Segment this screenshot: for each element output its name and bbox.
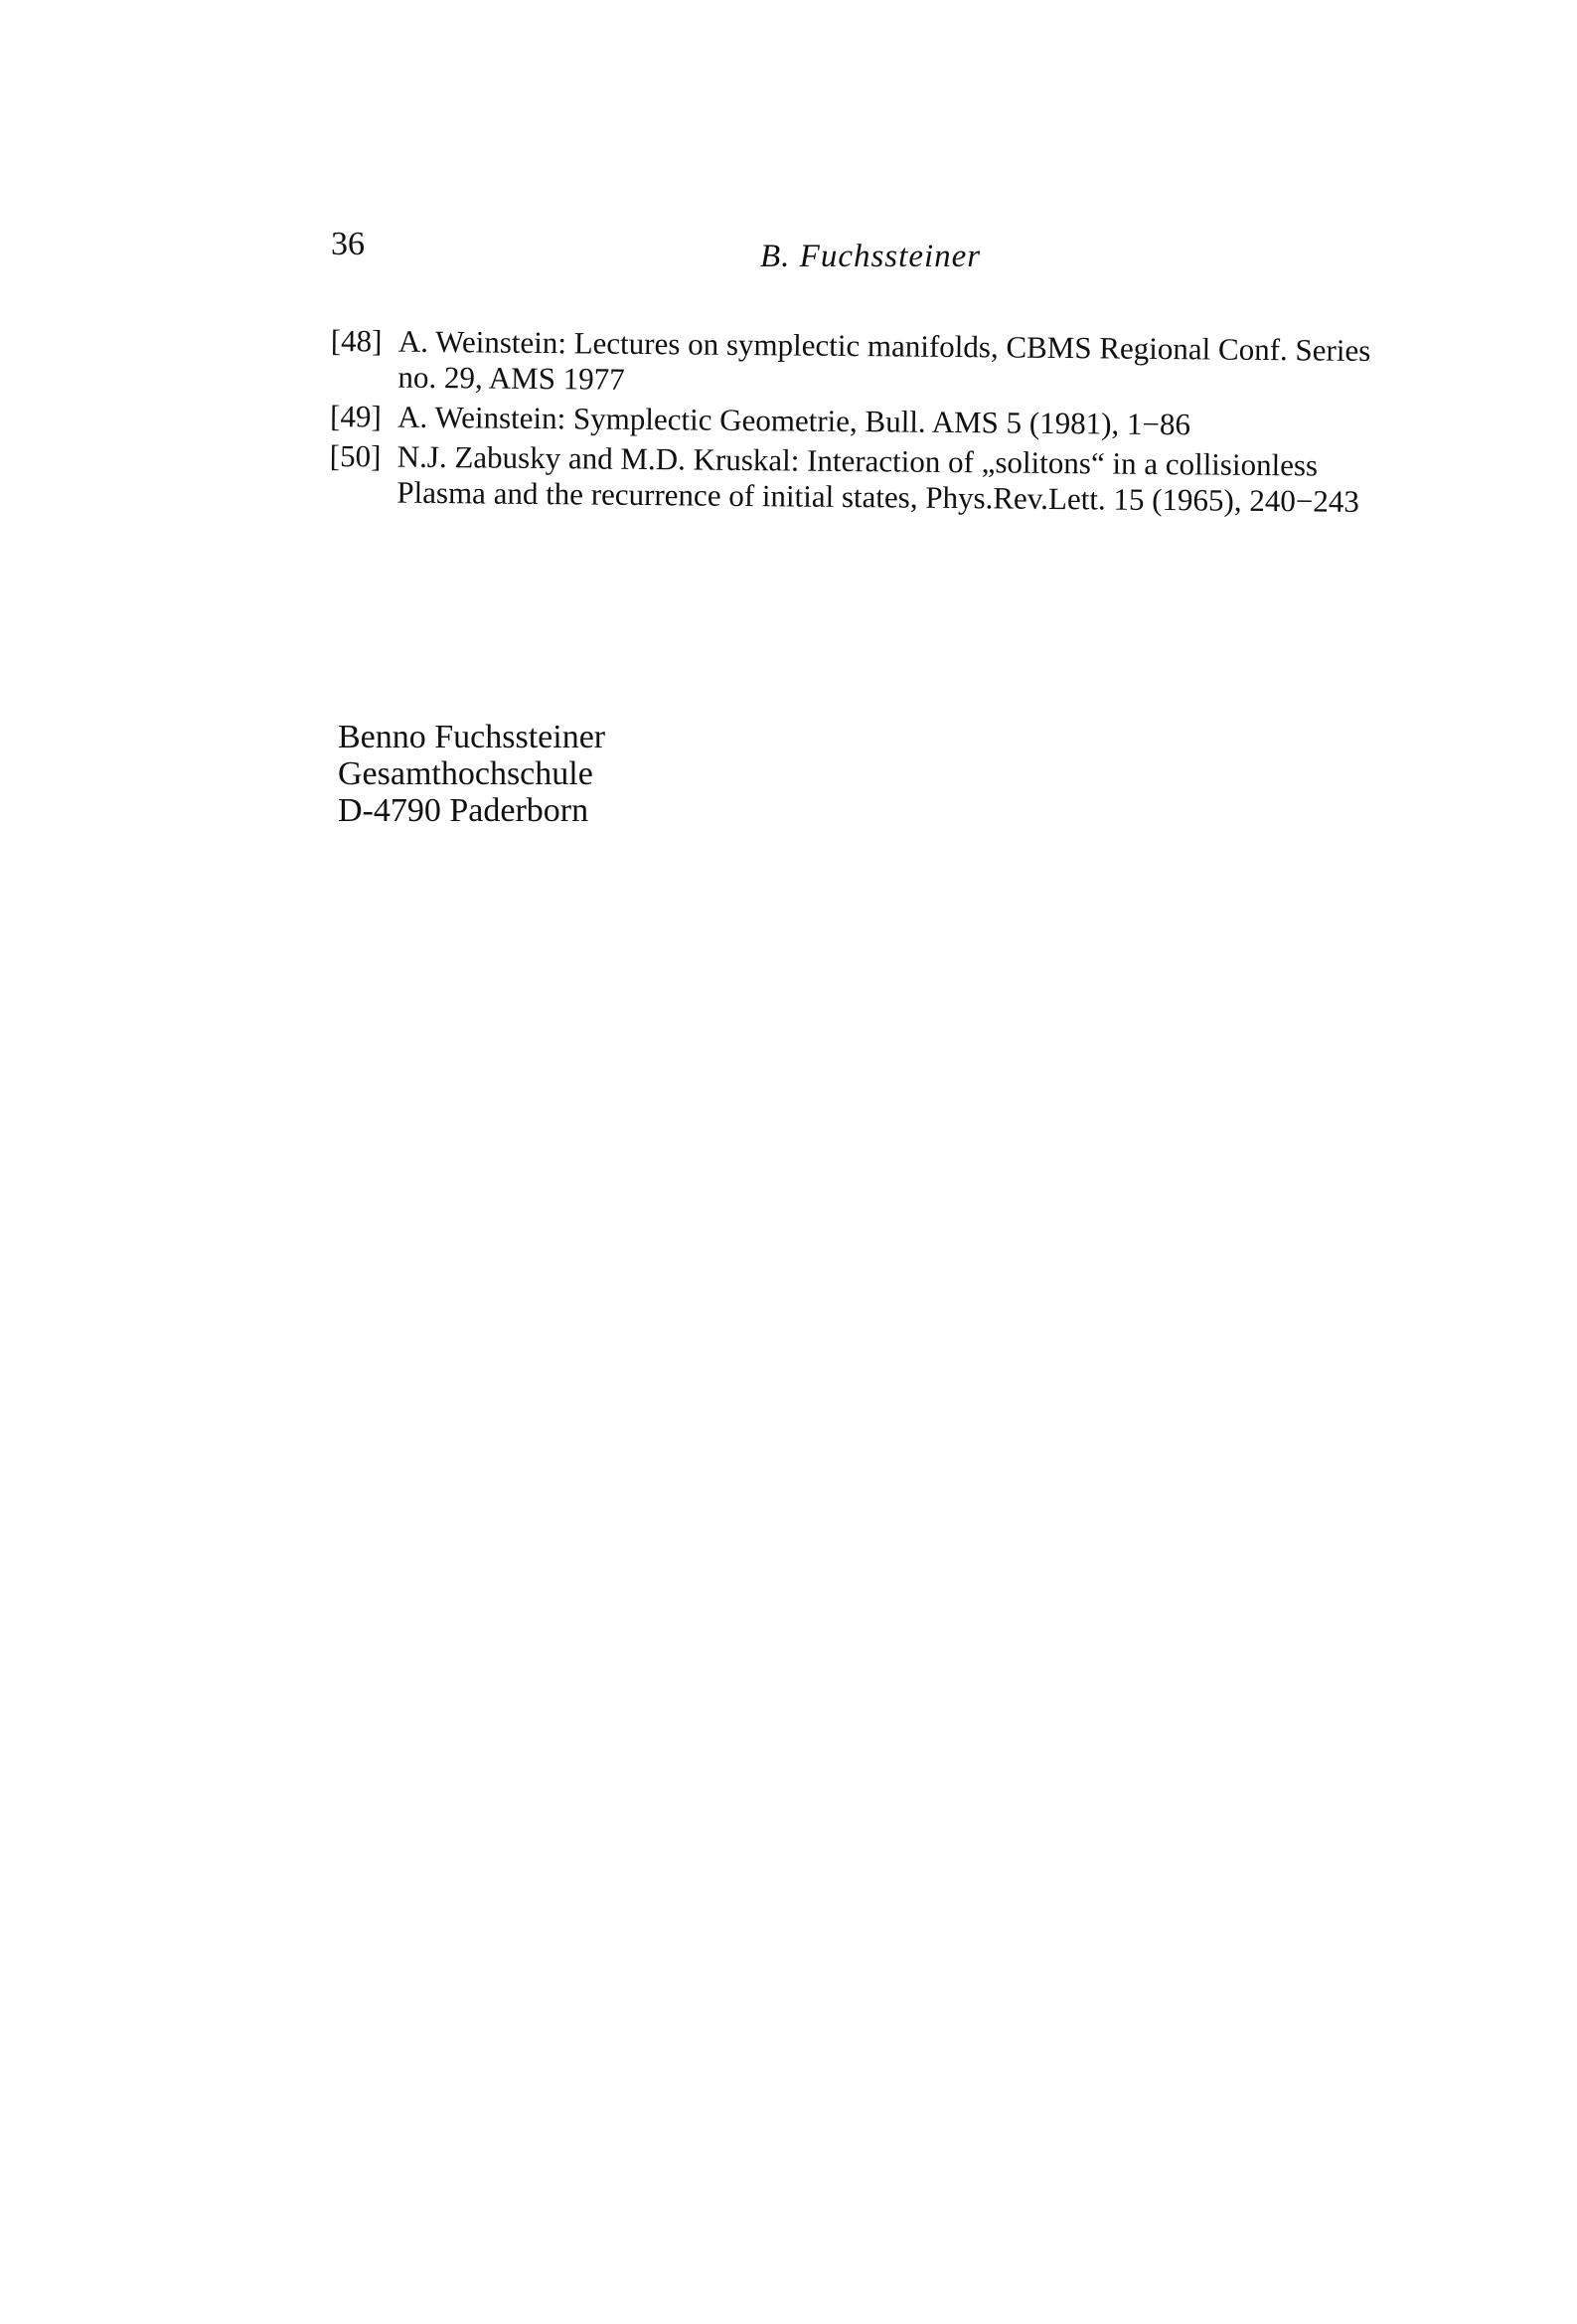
institution: Gesamthochschule <box>338 755 593 792</box>
reference-number: [49] <box>329 398 382 434</box>
reference-text-line: A. Weinstein: Symplectic Geometrie, Bull. AMS 5 (1981), 1−86 <box>396 399 1191 442</box>
reference-49 <box>330 399 1443 445</box>
running-title: B. Fuchssteiner <box>760 239 982 274</box>
reference-text-line: Plasma and the recurrence of initial states, Phys.Rev.Lett. 15 (1965), 240−243 <box>396 474 1359 519</box>
reference-50 <box>329 438 1443 521</box>
reference-number: [48] <box>330 323 383 359</box>
postal-city: D-4790 Paderborn <box>338 792 589 829</box>
reference-48 <box>330 323 1444 406</box>
author-name: Benno Fuchssteiner <box>338 719 606 755</box>
reference-list <box>329 323 1444 525</box>
author-address <box>338 719 605 829</box>
page-number: 36 <box>331 226 365 262</box>
reference-text-line: no. 29, AMS 1977 <box>397 359 625 397</box>
reference-text-line: A. Weinstein: Lectures on symplectic manifolds, CBMS Regional Conf. Series <box>397 323 1371 369</box>
reference-text-line: N.J. Zabusky and M.D. Kruskal: Interaction of „solitons“ in a collisionless <box>396 438 1319 483</box>
reference-number: [50] <box>329 437 382 474</box>
